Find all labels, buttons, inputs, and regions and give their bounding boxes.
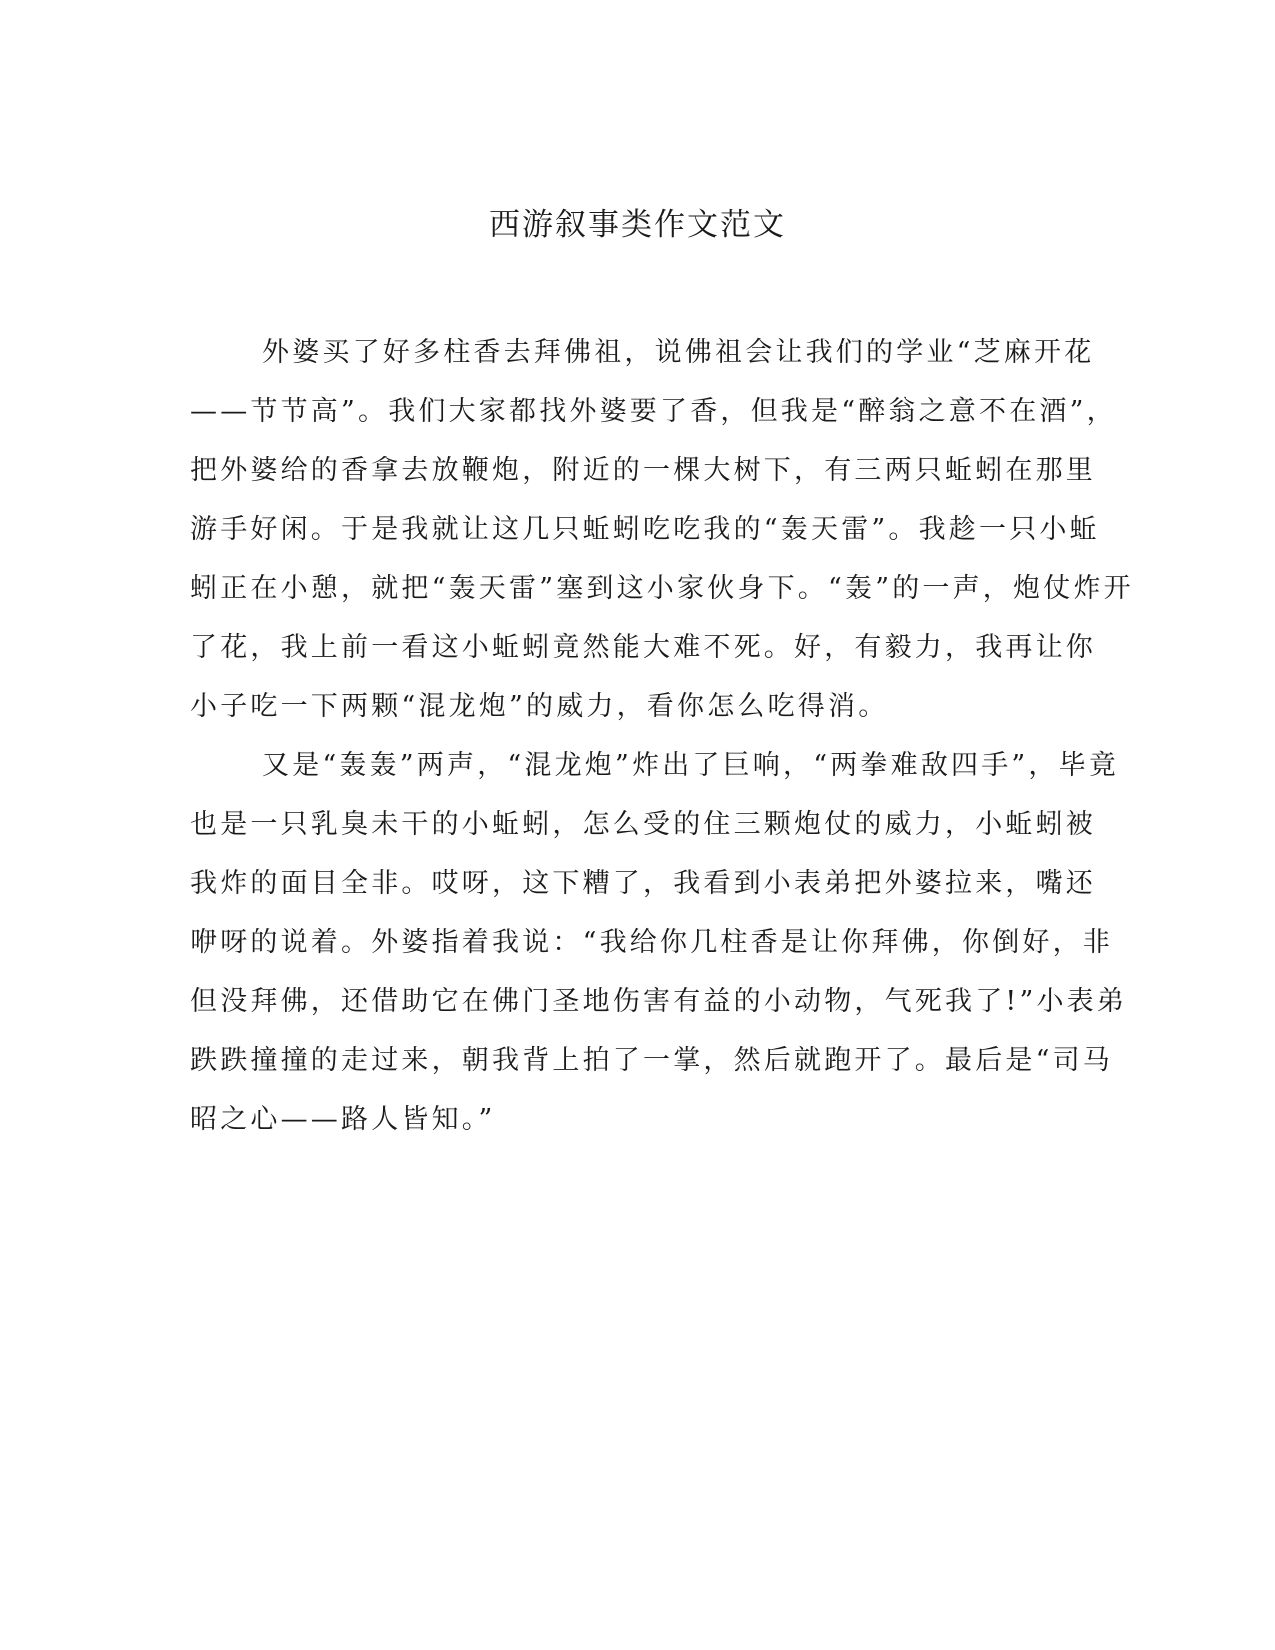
paragraph	[190, 323, 1134, 736]
document-title: 西游叙事类作文范文	[489, 207, 786, 243]
paragraph-line: 了花，我上前一看这小蚯蚓竟然能大难不死。好，有毅力，我再让你	[190, 632, 1096, 663]
paragraph-line: 也是一只乳臭未干的小蚯蚓，怎么受的住三颗炮仗的威力，小蚯蚓被	[190, 809, 1096, 840]
document-body	[190, 323, 1134, 1149]
paragraph	[190, 736, 1128, 1149]
paragraph-line: 小子吃一下两颗“混龙炮”的威力，看你怎么吃得消。	[190, 691, 889, 722]
paragraph-line: 但没拜佛，还借助它在佛门圣地伤害有益的小动物，气死我了!”小表弟	[190, 986, 1128, 1017]
paragraph-line: 外婆买了好多柱香去拜佛祖，说佛祖会让我们的学业“芝麻开花	[262, 337, 1095, 368]
paragraph-line: 跌跌撞撞的走过来，朝我背上拍了一掌，然后就跑开了。最后是“司马	[190, 1045, 1114, 1076]
paragraph-line: 又是“轰轰”两声，“混龙炮”炸出了巨响，“两拳难敌四手”，毕竟	[262, 750, 1120, 781]
paragraph-line: 游手好闲。于是我就让这几只蚯蚓吃吃我的“轰天雷”。我趁一只小蚯	[190, 514, 1100, 545]
paragraph-line: 我炸的面目全非。哎呀，这下糟了，我看到小表弟把外婆拉来，嘴还	[190, 868, 1096, 899]
paragraph-line: ——节节高”。我们大家都找外婆要了香，但我是“醉翁之意不在酒”，	[190, 396, 1117, 427]
paragraph-line: 昭之心——路人皆知。”	[190, 1104, 496, 1135]
paragraph-line: 蚓正在小憩，就把“轰天雷”塞到这小家伙身下。“轰”的一声，炮仗炸开	[190, 573, 1134, 604]
paragraph-line: 把外婆给的香拿去放鞭炮，附近的一棵大树下，有三两只蚯蚓在那里	[190, 455, 1096, 486]
paragraph-line: 咿呀的说着。外婆指着我说：“我给你几柱香是让你拜佛，你倒好，非	[190, 927, 1114, 958]
